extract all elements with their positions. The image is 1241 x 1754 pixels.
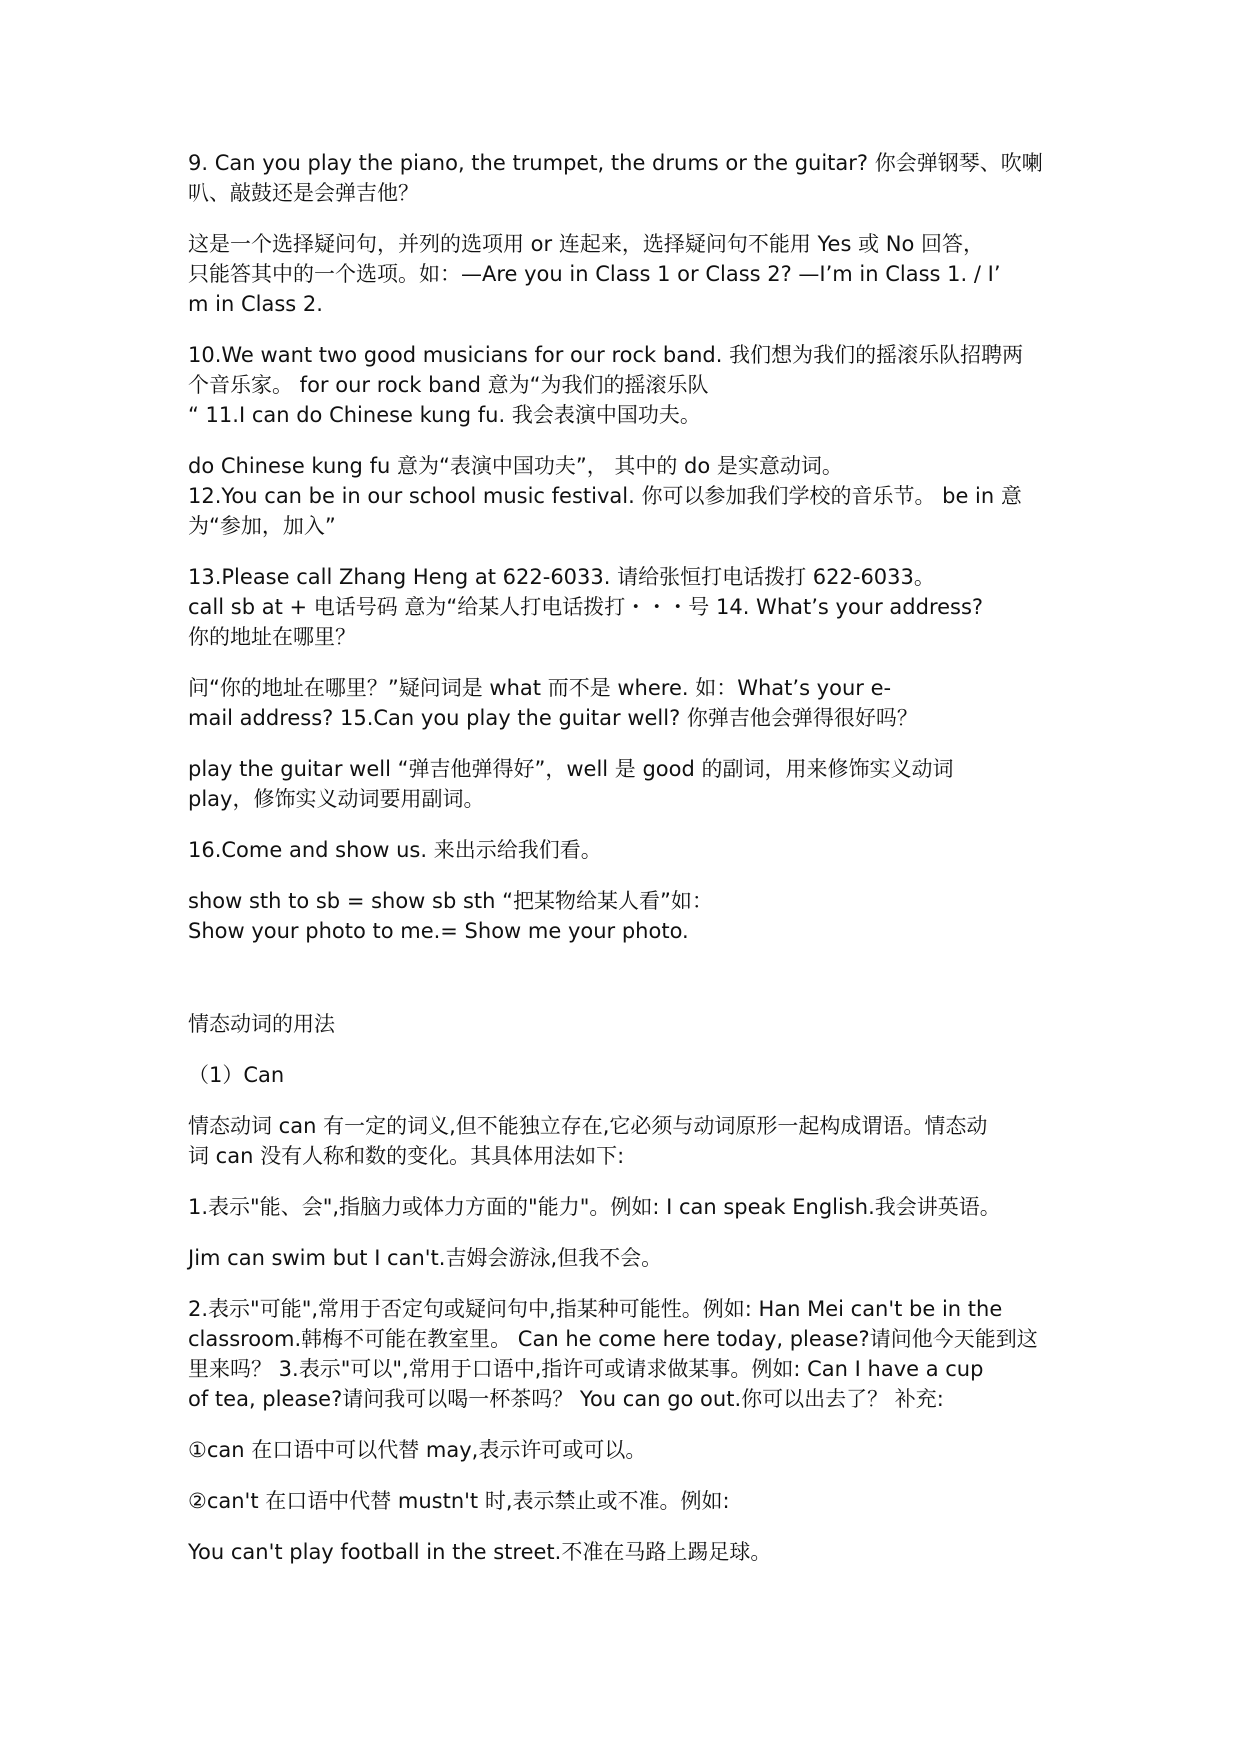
- text-line: Show your photo to me.= Show me your photo.: [188, 919, 689, 943]
- text-line: You can't play football in the street.不准在马路上踢足球。: [188, 1540, 772, 1564]
- paragraph-q13-q14: [188, 562, 1068, 652]
- paragraph-note-1: [188, 1435, 1068, 1465]
- paragraph-q16-explanation: [188, 886, 1068, 946]
- paragraph-q15-explanation: [188, 754, 1068, 814]
- text-line: 里来吗？ 3.表示"可以",常用于口语中,指许可或请求做某事。例如: Can I have a cup: [188, 1357, 984, 1381]
- text-line: mail address? 15.Can you play the guitar well? 你弹吉他会弹得很好吗？: [188, 706, 918, 730]
- text-line: show sth to sb = show sb sth “把某物给某人看”如：: [188, 889, 713, 913]
- paragraph-q9: [188, 148, 1068, 208]
- text-line: Jim can swim but I can't.吉姆会游泳,但我不会。: [188, 1246, 663, 1270]
- text-line: 个音乐家。 for our rock band 意为“为我们的摇滚乐队: [188, 373, 709, 397]
- paragraph-modal-intro: [188, 1111, 1068, 1171]
- text-line: 9. Can you play the piano, the trumpet, the drums or the guitar? 你会弹钢琴、吹喇: [188, 151, 1043, 175]
- paragraph-q16: [188, 835, 1068, 865]
- paragraph-usage-2-3: [188, 1294, 1068, 1414]
- text-line: call sb at + 电话号码 意为“给某人打电话拨打・・・号 14. What’s your address?: [188, 595, 984, 619]
- text-line: play the guitar well “弹吉他弹得好”，well 是 good 的副词，用来修饰实义动词: [188, 757, 954, 781]
- text-line: 词 can 没有人称和数的变化。其具体用法如下:: [188, 1144, 625, 1168]
- text-line: 13.Please call Zhang Heng at 622-6033. 请给张恒打电话拨打 622-6033。: [188, 565, 935, 589]
- text-line: 只能答其中的一个选项。如：—Are you in Class 1 or Class 2? —I’m in Class 1. / I’: [188, 262, 1001, 286]
- text-line: 这是一个选择疑问句，并列的选项用 or 连起来，选择疑问句不能用 Yes 或 No 回答，: [188, 232, 984, 256]
- paragraph-note-2-example: [188, 1537, 1068, 1567]
- text-line: 你的地址在哪里？: [188, 625, 356, 649]
- text-line: classroom.韩梅不可能在教室里。 Can he come here today, please?请问他今天能到这: [188, 1327, 1038, 1351]
- document-page: [188, 148, 1068, 1588]
- text-line: 为“参加，加入”: [188, 514, 336, 538]
- paragraph-usage-1: [188, 1192, 1068, 1222]
- text-line: ②can't 在口语中代替 mustn't 时,表示禁止或不准。例如:: [188, 1489, 730, 1513]
- text-line: 叭、敲鼓还是会弹吉他？: [188, 181, 419, 205]
- text-line: m in Class 2.: [188, 292, 323, 316]
- text-line: of tea, please?请问我可以喝一杯茶吗？ You can go out.你可以出去了？ 补充:: [188, 1387, 944, 1411]
- text-line: ①can 在口语中可以代替 may,表示许可或可以。: [188, 1438, 647, 1462]
- paragraph-q14-q15: [188, 673, 1068, 733]
- text-line: 2.表示"可能",常用于否定句或疑问句中,指某种可能性。例如: Han Mei can't be in the: [188, 1297, 1003, 1321]
- text-line: 情态动词 can 有一定的词义,但不能独立存在,它必须与动词原形一起构成谓语。情态动: [188, 1114, 988, 1138]
- subsection-title-text: （1）Can: [188, 1063, 285, 1087]
- paragraph-q10-q11: [188, 340, 1068, 430]
- paragraph-note-2: [188, 1486, 1068, 1516]
- text-line: 问“你的地址在哪里？”疑问词是 what 而不是 where. 如：What’s your e-: [188, 676, 892, 700]
- text-line: 12.You can be in our school music festival. 你可以参加我们学校的音乐节。 be in 意: [188, 484, 1022, 508]
- text-line: 1.表示"能、会",指脑力或体力方面的"能力"。例如: I can speak English.我会讲英语。: [188, 1195, 1001, 1219]
- text-line: “ 11.I can do Chinese kung fu. 我会表演中国功夫。: [188, 403, 701, 427]
- text-line: 10.We want two good musicians for our rock band. 我们想为我们的摇滚乐队招聘两: [188, 343, 1024, 367]
- subsection-title: [188, 1060, 1068, 1090]
- text-line: do Chinese kung fu 意为“表演中国功夫”， 其中的 do 是实意动词。: [188, 454, 843, 478]
- section-title-text: 情态动词的用法: [188, 1012, 335, 1036]
- section-spacer: [188, 967, 1068, 1009]
- section-title: [188, 1009, 1068, 1039]
- text-line: 16.Come and show us. 来出示给我们看。: [188, 838, 602, 862]
- paragraph-q9-explanation: [188, 229, 1068, 319]
- paragraph-usage-1-example: [188, 1243, 1068, 1273]
- paragraph-q11-q12: [188, 451, 1068, 541]
- text-line: play，修饰实义动词要用副词。: [188, 787, 485, 811]
